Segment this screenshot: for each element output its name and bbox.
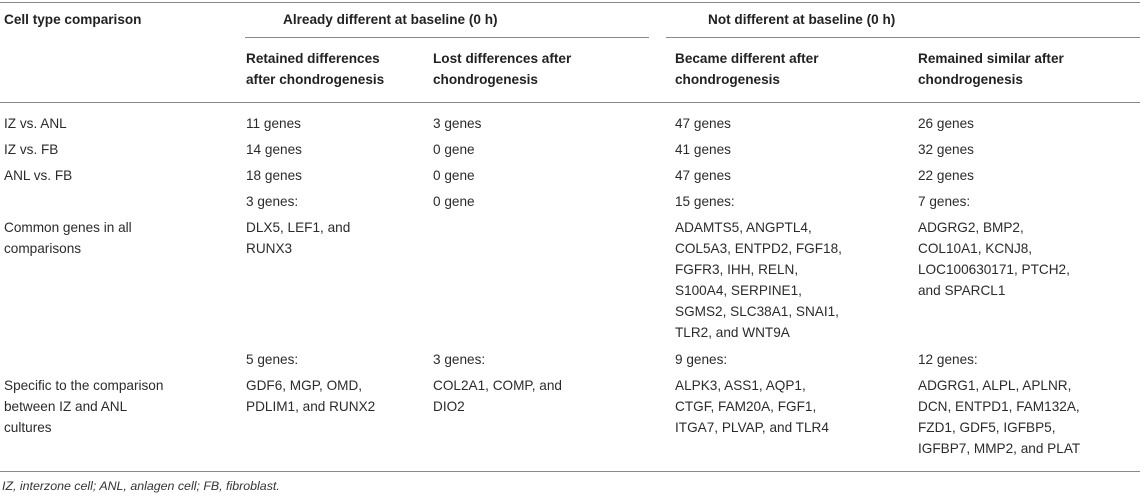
cell-became-list: ADAMTS5, ANGPTL4, COL5A3, ENTPD2, FGF18, FGFR3, IHH, RELN, S100A4, SERPINE1, SGMS2, SLC38A1, SNAI1, TLR2, and WNT9A — [675, 220, 842, 340]
cell-remained-list: ADGRG2, BMP2, COL10A1, KCNJ8, LOC100630171, PTCH2, and SPARCL1 — [918, 220, 1070, 298]
top-rule — [0, 2, 1140, 3]
cell-retained-list: GDF6, MGP, OMD, PDLIM1, and RUNX2 — [246, 378, 376, 414]
header-group-baseline-different: Already different at baseline (0 h) — [283, 12, 498, 27]
cell-retained: 14 genes — [246, 142, 302, 157]
cell-lost: 3 genes — [433, 116, 482, 131]
header-cell-type-comparison: Cell type comparison — [4, 12, 142, 27]
cell-retained-list: DLX5, LEF1, and RUNX3 — [246, 220, 351, 256]
cell-became: 41 genes — [675, 142, 731, 157]
cell-became-count: 15 genes: — [675, 194, 735, 209]
row-label: Specific to the comparison between IZ and ANL cultures — [4, 378, 164, 435]
cell-remained: 32 genes — [918, 142, 974, 157]
cell-lost: 0 gene — [433, 168, 475, 183]
cell-became: 47 genes — [675, 116, 731, 131]
header-lost: Lost differences after chondrogenesis — [433, 51, 572, 87]
header-group-baseline-not-different: Not different at baseline (0 h) — [708, 12, 896, 27]
cell-lost: 0 gene — [433, 142, 475, 157]
cell-remained: 22 genes — [918, 168, 974, 183]
cell-remained-count: 7 genes: — [918, 194, 971, 209]
header-rule — [0, 102, 1140, 103]
cell-retained-count: 5 genes: — [246, 352, 299, 367]
group-rule-baseline-different — [245, 37, 649, 38]
group-rule-baseline-not-different — [666, 37, 1140, 38]
cell-lost-count: 3 genes: — [433, 352, 486, 367]
cell-retained: 18 genes — [246, 168, 302, 183]
cell-remained: 26 genes — [918, 116, 974, 131]
cell-became: 47 genes — [675, 168, 731, 183]
footnote: IZ, interzone cell; ANL, anlagen cell; FB, fibroblast. — [2, 479, 280, 493]
header-remained: Remained similar after chondrogenesis — [918, 51, 1064, 87]
cell-lost-list: COL2A1, COMP, and DIO2 — [433, 378, 562, 414]
cell-remained-list: ADGRG1, ALPL, APLNR, DCN, ENTPD1, FAM132A, FZD1, GDF5, IGFBP5, IGFBP7, MMP2, and PLAT — [918, 378, 1081, 456]
cell-became-list: ALPK3, ASS1, AQP1, CTGF, FAM20A, FGF1, ITGA7, PLVAP, and TLR4 — [675, 378, 829, 435]
row-label: Common genes in all comparisons — [4, 220, 132, 256]
header-became: Became different after chondrogenesis — [675, 51, 819, 87]
row-label: IZ vs. FB — [4, 142, 59, 157]
row-label: ANL vs. FB — [4, 168, 73, 183]
cell-lost-count: 0 gene — [433, 194, 475, 209]
bottom-rule — [0, 471, 1140, 472]
cell-became-count: 9 genes: — [675, 352, 728, 367]
header-retained: Retained differences after chondrogenesis — [246, 51, 385, 87]
cell-retained-count: 3 genes: — [246, 194, 299, 209]
cell-remained-count: 12 genes: — [918, 352, 978, 367]
cell-retained: 11 genes — [246, 116, 301, 131]
row-label: IZ vs. ANL — [4, 116, 67, 131]
